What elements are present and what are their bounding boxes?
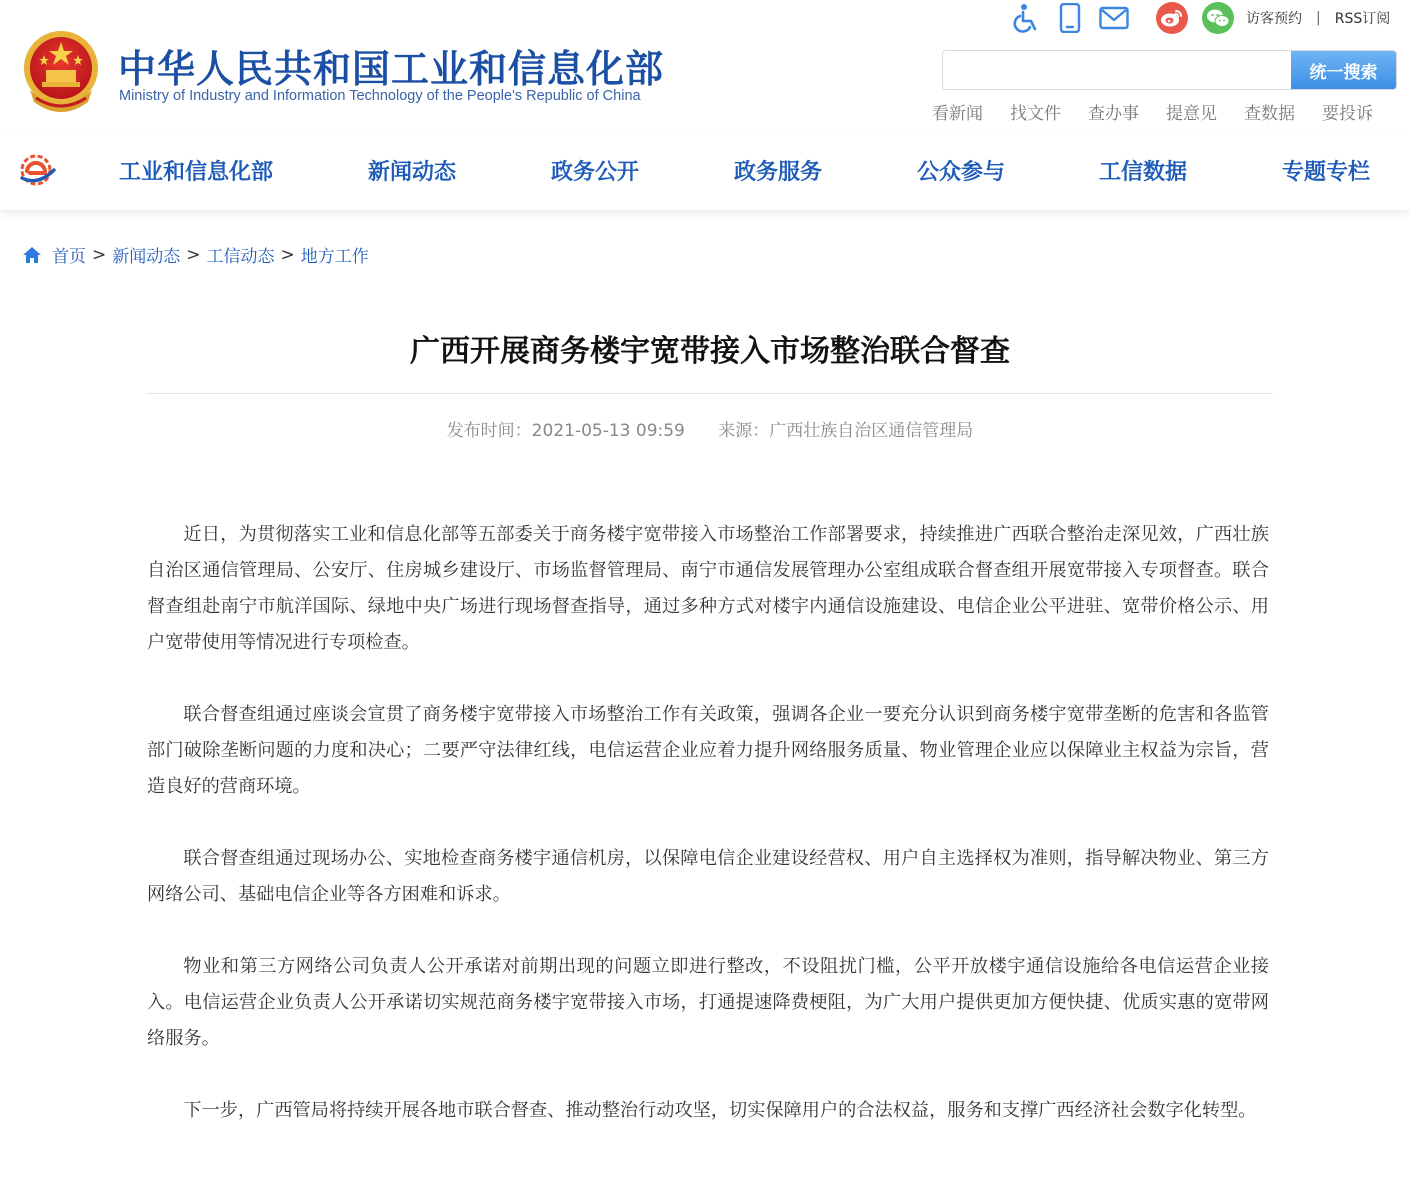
search-input[interactable]	[943, 51, 1292, 89]
nav-item-government-affairs[interactable]: 政务公开	[551, 160, 640, 185]
nav-items	[0, 135, 1409, 207]
top-utility-bar	[1010, 2, 1390, 34]
unified-search-button[interactable]: 统一搜索	[1291, 51, 1396, 89]
accessibility-icon[interactable]	[1010, 2, 1042, 34]
article-body	[147, 517, 1269, 1165]
breadcrumb	[22, 242, 369, 267]
nav-item-news[interactable]: 新闻动态	[368, 160, 457, 185]
rss-link[interactable]: RSS订阅	[1334, 11, 1391, 27]
article-source: 来源：广西壮族自治区通信管理局	[718, 421, 974, 441]
article-paragraph: 联合督查组通过座谈会宣贯了商务楼宇宽带接入市场整治工作有关政策，强调各企业一要充分认识到商务楼宇宽带垄断的危害和各监管部门破除垄断问题的力度和决心；二要严守法律红线，电信运营企业应着力提升网络服务质量、物业管理企业应以保障业主权益为宗旨，营造良好的营商环境。	[147, 704, 1269, 797]
breadcrumb-miit-news[interactable]: 工信动态	[206, 247, 275, 267]
article-meta	[147, 416, 1273, 441]
publish-time: 发布时间：2021-05-13 09:59	[446, 421, 685, 441]
site-header	[0, 0, 1409, 135]
nav-item-ministry[interactable]: 工业和信息化部	[119, 160, 274, 185]
home-icon[interactable]	[22, 246, 42, 264]
main-nav	[0, 135, 1409, 211]
ministry-name-en[interactable]: Ministry of Industry and Information Technology of the People's Republic of China	[119, 88, 641, 104]
breadcrumb-home[interactable]: 首页	[52, 247, 86, 267]
breadcrumb-local-work[interactable]: 地方工作	[300, 247, 369, 267]
article-paragraph: 联合督查组通过现场办公、实地检查商务楼宇通信机房，以保障电信企业建设经营权、用户自主选择权为准则，指导解决物业、第三方网络公司、基础电信企业等各方困难和诉求。	[147, 848, 1269, 905]
wechat-icon[interactable]	[1202, 2, 1234, 34]
nav-item-data[interactable]: 工信数据	[1099, 160, 1188, 185]
nav-item-government-services[interactable]: 政务服务	[734, 160, 823, 185]
quick-link-services[interactable]: 查办事	[1088, 104, 1139, 124]
breadcrumb-separator: >	[186, 244, 201, 265]
breadcrumb-news[interactable]: 新闻动态	[112, 247, 181, 267]
mail-icon[interactable]	[1098, 2, 1130, 34]
visitor-appointment-link[interactable]: 访客预约	[1246, 11, 1302, 27]
national-emblem-icon[interactable]	[22, 30, 100, 112]
article-paragraph: 物业和第三方网络公司负责人公开承诺对前期出现的问题立即进行整改，不设阻扰门槛，公平开放楼宇通信设施给各电信运营企业接入。电信运营企业负责人公开承诺切实规范商务楼宇宽带接入市场，打通提速降费梗阻，为广大用户提供更加方便快捷、优质实惠的宽带网络服务。	[147, 956, 1269, 1049]
title-divider	[147, 393, 1273, 394]
nav-item-public-participation[interactable]: 公众参与	[917, 160, 1006, 185]
article-title: 广西开展商务楼宇宽带接入市场整治联合督查	[410, 334, 1010, 369]
weibo-icon[interactable]	[1156, 2, 1188, 34]
article-paragraph: 下一步，广西管局将持续开展各地市联合督查、推动整治行动攻坚，切实保障用户的合法权益，服务和支撑广西经济社会数字化转型。	[183, 1100, 1257, 1121]
article-paragraph: 近日，为贯彻落实工业和信息化部等五部委关于商务楼宇宽带接入市场整治工作部署要求，持续推进广西联合整治走深见效，广西壮族自治区通信管理局、公安厅、住房城乡建设厅、市场监督管理局、南宁市通信发展管理办公室组成联合督查组开展宽带接入专项督查。联合督查组赴南宁市航洋国际、绿地中央广场进行现场督查指导，通过多种方式对楼宇内通信设施建设、电信企业公平进驻、宽带价格公示、用户宽带使用等情况进行专项检查。	[147, 524, 1269, 653]
quick-link-complaint[interactable]: 要投诉	[1322, 104, 1373, 124]
search-box	[942, 50, 1397, 90]
quick-link-documents[interactable]: 找文件	[1010, 104, 1061, 124]
top-separator: |	[1316, 10, 1321, 26]
quick-link-feedback[interactable]: 提意见	[1166, 104, 1217, 124]
ministry-name-cn[interactable]: 中华人民共和国工业和信息化部	[118, 47, 665, 91]
quick-link-data[interactable]: 查数据	[1244, 104, 1295, 124]
nav-item-special-topics[interactable]: 专题专栏	[1282, 160, 1371, 185]
breadcrumb-separator: >	[280, 244, 295, 265]
quick-link-news[interactable]: 看新闻	[932, 104, 983, 124]
quick-links	[932, 99, 1373, 124]
breadcrumb-separator: >	[92, 244, 107, 265]
mobile-icon[interactable]	[1054, 2, 1086, 34]
